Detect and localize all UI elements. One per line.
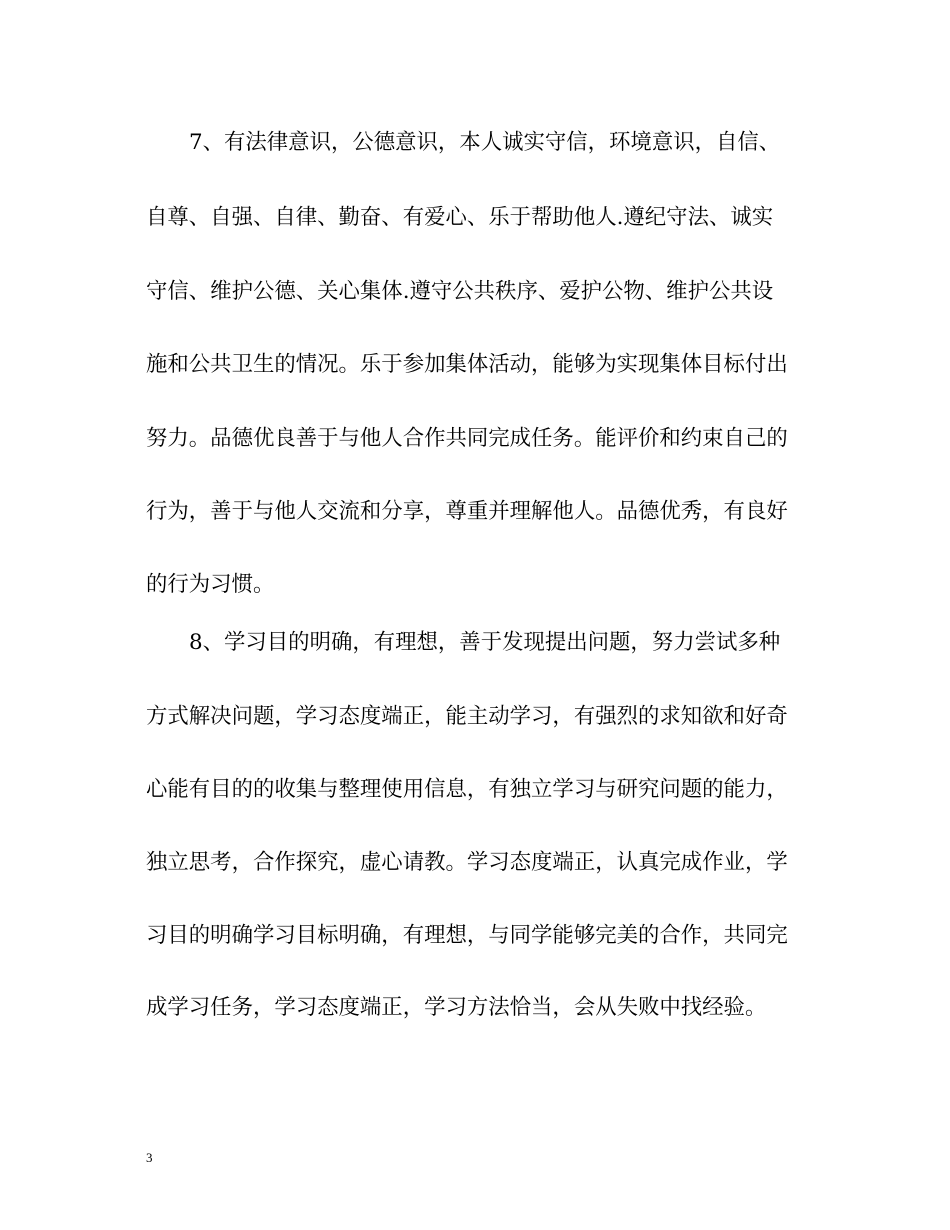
- paragraph-line: 心能有目的的收集与整理使用信息，有独立学习与研究问题的能力，: [146, 777, 788, 802]
- paragraph-line: 7、有法律意识，公德意识，本人诚实守信，环境意识，自信、: [189, 130, 781, 155]
- paragraph-line: 行为，善于与他人交流和分享，尊重并理解他人。品德优秀，有良好: [146, 499, 788, 524]
- paragraph-line: 8、学习目的明确，有理想，善于发现提出问题，努力尝试多种: [189, 630, 781, 655]
- paragraph-line: 自尊、自强、自律、勤奋、有爱心、乐于帮助他人.遵纪守法、诚实: [146, 205, 774, 230]
- paragraph-line: 习目的明确学习目标明确，有理想，与同学能够完美的合作，共同完: [146, 923, 788, 948]
- paragraph-line: 守信、维护公德、关心集体.遵守公共秩序、爱护公物、维护公共设: [146, 279, 774, 304]
- paragraph-line: 施和公共卫生的情况。乐于参加集体活动，能够为实现集体目标付出: [146, 352, 788, 377]
- paragraph-line: 的行为习惯。: [146, 572, 275, 597]
- paragraph-line: 独立思考，合作探究，虚心请教。学习态度端正，认真完成作业，学: [146, 850, 788, 875]
- paragraph-line: 努力。品德优良善于与他人合作共同完成任务。能评价和约束自己的: [146, 426, 788, 451]
- page-number: 3: [146, 1150, 153, 1165]
- paragraph-line: 成学习任务，学习态度端正，学习方法恰当，会从失败中找经验。: [146, 995, 767, 1020]
- paragraph-line: 方式解决问题，学习态度端正，能主动学习，有强烈的求知欲和好奇: [146, 704, 788, 729]
